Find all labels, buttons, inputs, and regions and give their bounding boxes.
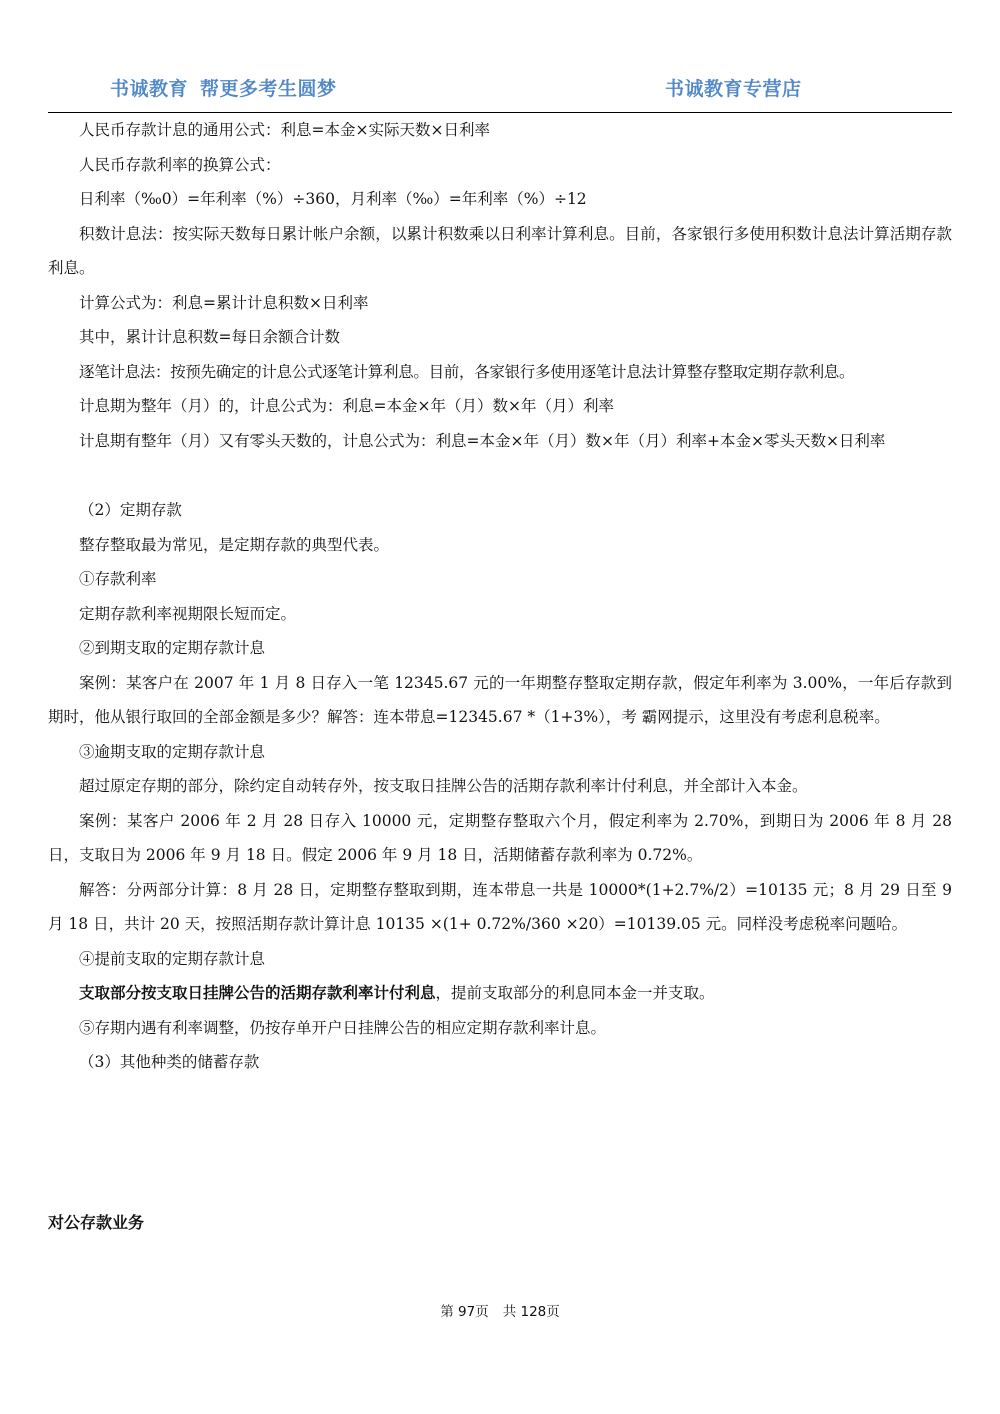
paragraph: 逐笔计息法：按预先确定的计息公式逐笔计算利息。目前，各家银行多使用逐笔计息法计算整存整取定期存款利息。 xyxy=(79,362,855,381)
header-brand: 书诚教育 xyxy=(110,78,189,100)
paragraph: 其中，累计计息积数=每日余额合计数 xyxy=(79,328,340,346)
paragraph: 积数计息法：按实际天数每日累计帐户余额，以累计积数乘以日利率计算利息。目前，各家银行多使用积数计息法计算活期存款利息。 xyxy=(48,224,952,277)
page-footer xyxy=(0,1300,1000,1320)
paragraph: 案例：某客户在 2007 年 1 月 8 日存入一笔 12345.67 元的一年期整存整取定期存款，假定年利率为 3.00%，一年后存款到期时，他从银行取回的全部金额是多少？解答：连本带息=12345.67 *（1+3%），考 霸网提示，这里没有考虑利息税率。 xyxy=(48,673,952,726)
paragraph: 计息期有整年（月）又有零头天数的，计息公式为：利息=本金×年（月）数×年（月）利率+本金×零头天数×日利率 xyxy=(79,431,886,450)
list-item-title: ①存款利率 xyxy=(79,570,157,588)
paragraph: 计算公式为：利息=累计计息积数×日利率 xyxy=(79,293,369,312)
paragraph: 定期存款利率视期限长短而定。 xyxy=(79,604,297,623)
list-item-title: ④提前支取的定期存款计息 xyxy=(79,949,266,968)
paragraph xyxy=(48,976,952,1011)
page-number: 第 97页 xyxy=(440,1304,489,1320)
page-header xyxy=(48,70,952,113)
paragraph: 日利率（‰0）=年利率（%）÷360，月利率（‰）=年利率（%）÷12 xyxy=(79,190,587,208)
page-total: 共 128页 xyxy=(502,1304,560,1320)
document-body xyxy=(48,113,952,1080)
section-heading: 对公存款业务 xyxy=(48,1213,145,1232)
header-tagline: 帮更多考生圆梦 xyxy=(200,78,337,100)
header-store-name: 书诚教育专营店 xyxy=(665,78,802,100)
paragraph: 计息期为整年（月）的，计息公式为：利息=本金×年（月）数×年（月）利率 xyxy=(79,397,614,415)
subsection-title: （3）其他种类的储蓄存款 xyxy=(79,1053,260,1071)
paragraph: 整存整取最为常见，是定期存款的典型代表。 xyxy=(79,535,390,554)
list-item-title: ②到期支取的定期存款计息 xyxy=(79,639,266,657)
list-item-title: ⑤存期内遇有利率调整，仍按存单开户日挂牌公告的相应定期存款利率计息。 xyxy=(79,1018,607,1037)
paragraph: 解答：分两部分计算：8 月 28 日，定期整存整取到期，连本带息一共是 10000*(1+2.7%/2）=10135 元；8 月 29 日至 9 月 18 日，共计 20 天，按照活期存款计算计息 10135 ×(1+ 0.72%/360 ×20）=10139.05 元。同样没考虑税率问题哈。 xyxy=(48,880,952,933)
header-slogan xyxy=(110,74,337,101)
paragraph: 人民币存款计息的通用公式：利息=本金×实际天数×日利率 xyxy=(79,121,490,139)
list-item-title: ③逾期支取的定期存款计息 xyxy=(79,742,266,761)
bold-text: 支取部分按支取日挂牌公告的活期存款利率计付利息 xyxy=(79,984,436,1002)
subsection-title: （2）定期存款 xyxy=(79,501,182,519)
paragraph: 人民币存款利率的换算公式： xyxy=(79,155,281,174)
paragraph: 案例：某客户 2006 年 2 月 28 日存入 10000 元，定期整存整取六个月，假定利率为 2.70%，到期日为 2006 年 8 月 28 日，支取日为 2006 年 9 月 18 日。假定 2006 年 9 月 18 日，活期储蓄存款利率为 0.72%。 xyxy=(48,811,952,864)
paragraph-text: ，提前支取部分的利息同本金一并支取。 xyxy=(435,984,715,1002)
paragraph: 超过原定存期的部分，除约定自动转存外，按支取日挂牌公告的活期存款利率计付利息，并全部计入本金。 xyxy=(79,777,808,795)
